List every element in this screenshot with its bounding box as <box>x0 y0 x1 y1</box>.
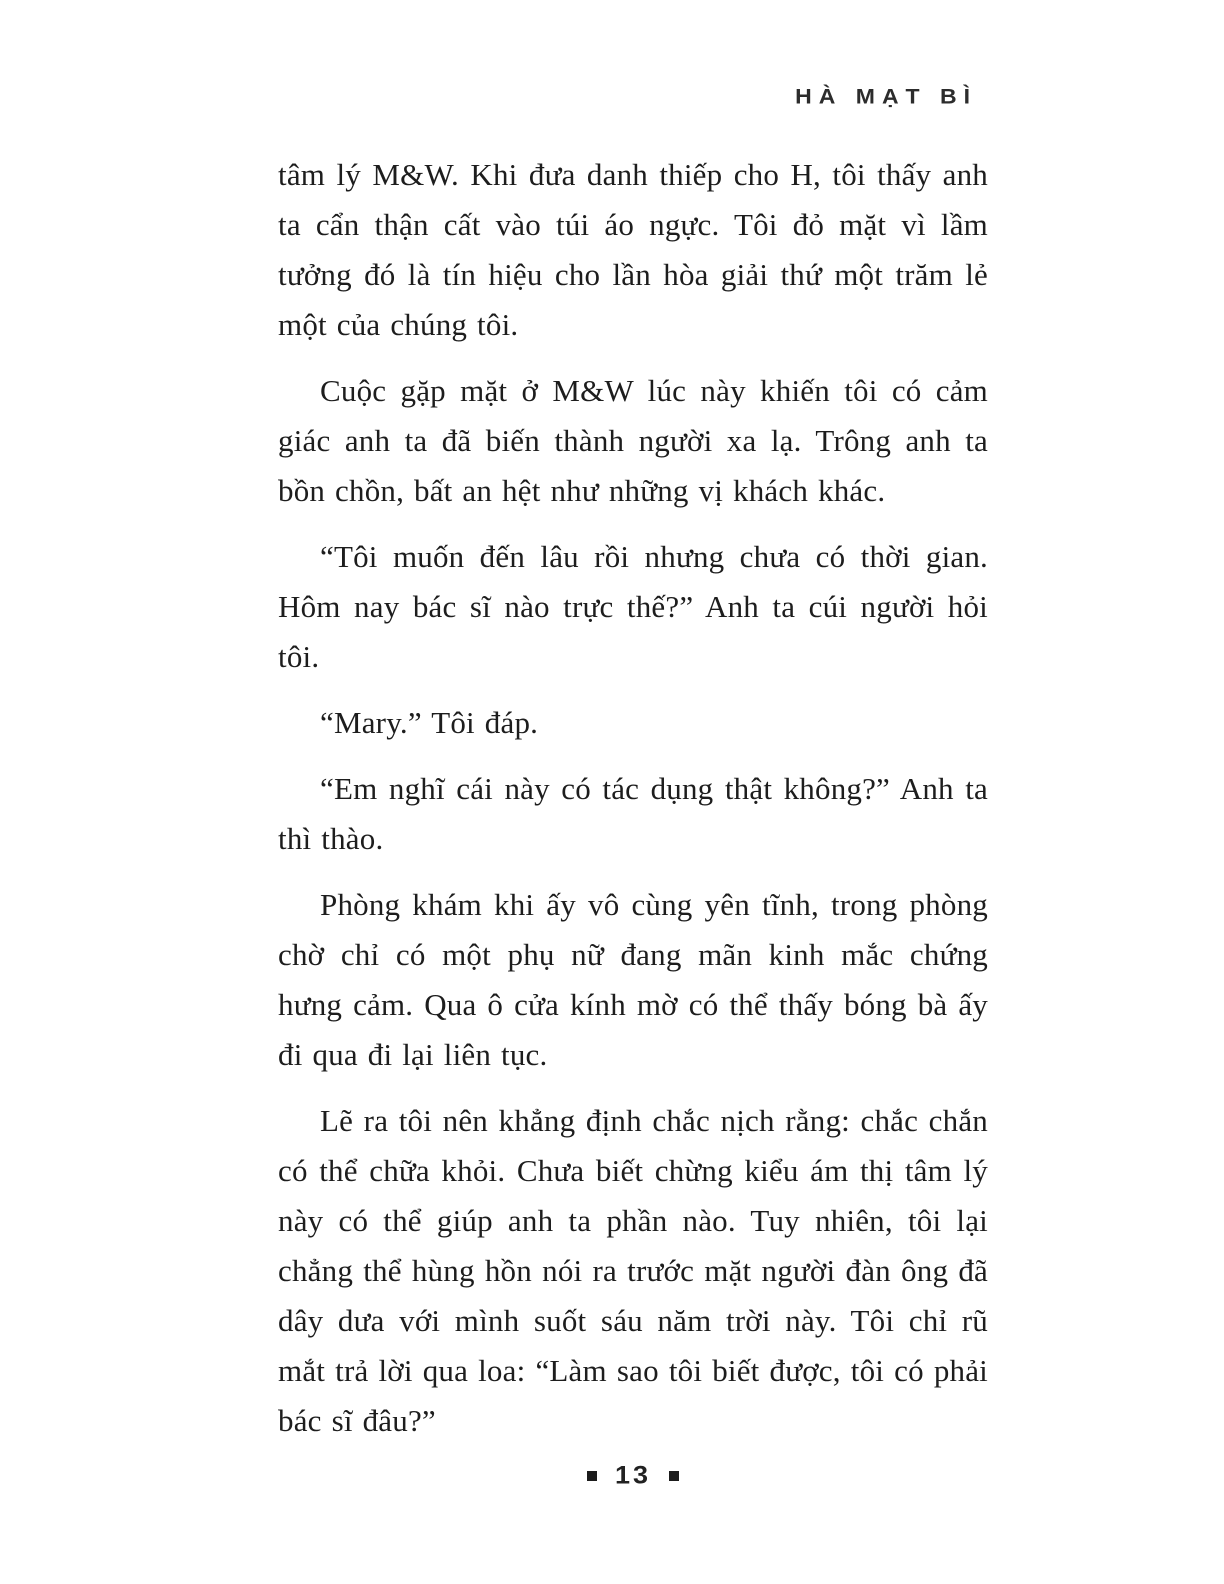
paragraph: Phòng khám khi ấy vô cùng yên tĩnh, trong phòng chờ chỉ có một phụ nữ đang mãn kinh mắc chứng hưng cảm. Qua ô cửa kính mờ có thể thấy bóng bà ấy đi qua đi lại liên tục. <box>278 887 988 1072</box>
footer-ornament-square-left <box>587 1471 597 1481</box>
paragraph: “Tôi muốn đến lâu rồi nhưng chưa có thời gian. Hôm nay bác sĩ nào trực thế?” Anh ta cúi người hỏi tôi. <box>278 539 988 674</box>
page-number: 13 <box>614 1461 652 1489</box>
footer-ornament-square-right <box>669 1471 679 1481</box>
paragraph: Lẽ ra tôi nên khẳng định chắc nịch rằng: chắc chắn có thể chữa khỏi. Chưa biết chừng kiểu ám thị tâm lý này có thể giúp anh ta phần nào. Tuy nhiên, tôi lại chẳng thể hùng hồn nói ra trước mặt người đàn ông đã dây dưa với mình suốt sáu năm trời này. Tôi chỉ rũ mắt trả lời qua loa: “Làm sao tôi biết được, tôi có phải bác sĩ đâu?” <box>278 1103 988 1438</box>
paragraph: tâm lý M&W. Khi đưa danh thiếp cho H, tôi thấy anh ta cẩn thận cất vào túi áo ngực. Tôi đỏ mặt vì lầm tưởng đó là tín hiệu cho lần hòa giải thứ một trăm lẻ một của chúng tôi. <box>278 157 988 342</box>
paragraph: Cuộc gặp mặt ở M&W lúc này khiến tôi có cảm giác anh ta đã biến thành người xa lạ. Trông anh ta bồn chồn, bất an hệt như những vị khách khác. <box>278 373 988 508</box>
paragraph: “Mary.” Tôi đáp. <box>320 705 539 740</box>
page-body <box>278 150 988 1446</box>
running-head-author: HÀ MẠT BÌ <box>795 84 977 108</box>
page-footer <box>278 1462 988 1489</box>
paragraph: “Em nghĩ cái này có tác dụng thật không?” Anh ta thì thào. <box>278 771 988 856</box>
